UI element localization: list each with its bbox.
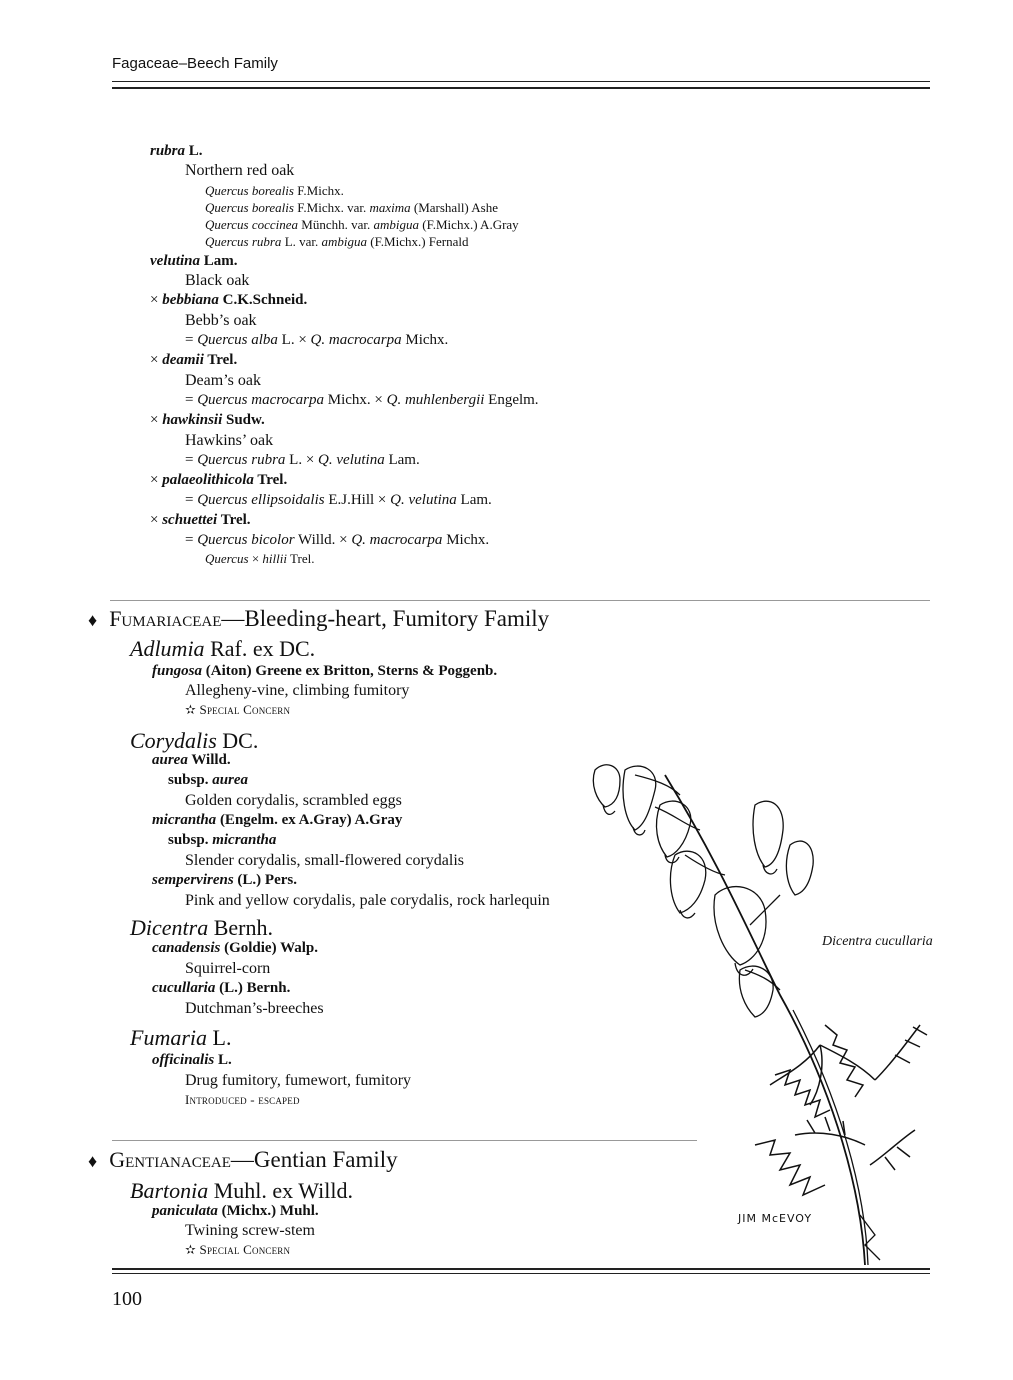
common-name: Twining screw-stem bbox=[185, 1222, 315, 1239]
diamond-bullet-icon: ♦ bbox=[88, 1151, 98, 1171]
taxon-schuettei: × schuettei Trel. bbox=[150, 512, 251, 528]
taxon-deamii: × deamii Trel. bbox=[150, 352, 238, 368]
common-name: Slender corydalis, small-flowered corydalis bbox=[185, 852, 465, 869]
species-canadensis: canadensis (Goldie) Walp. bbox=[152, 940, 318, 956]
footer-rule bbox=[112, 1268, 930, 1274]
taxon-hawkinsii: × hawkinsii Sudw. bbox=[150, 412, 265, 428]
common-name: Bebb’s oak bbox=[185, 312, 257, 329]
status-badge: Introduced - escaped bbox=[185, 1092, 300, 1107]
common-name: Golden corydalis, scrambled eggs bbox=[185, 792, 402, 809]
synonym: Quercus coccinea Münchh. var. ambigua (F.Michx.) A.Gray bbox=[205, 217, 519, 232]
family-heading-gentianaceae: ♦ Gentianaceae—Gentian Family bbox=[88, 1147, 398, 1172]
common-name: Hawkins’ oak bbox=[185, 432, 274, 449]
status-badge: ✫ Special Concern bbox=[185, 1242, 291, 1257]
species-officinalis: officinalis L. bbox=[152, 1052, 232, 1068]
synonym: Quercus × hillii Trel. bbox=[205, 551, 315, 566]
hybrid-parentage: = Quercus ellipsoidalis E.J.Hill × Q. velutina Lam. bbox=[185, 492, 492, 508]
species-sempervirens: sempervirens (L.) Pers. bbox=[152, 872, 297, 888]
dicentra-illustration bbox=[575, 745, 935, 1270]
common-name: Allegheny-vine, climbing fumitory bbox=[185, 682, 410, 699]
synonym: Quercus rubra L. var. ambigua (F.Michx.) Fernald bbox=[205, 234, 469, 249]
common-name: Squirrel-corn bbox=[185, 960, 271, 977]
header-rule bbox=[112, 81, 930, 89]
common-name: Black oak bbox=[185, 272, 250, 289]
diamond-bullet-icon: ♦ bbox=[88, 610, 98, 630]
hybrid-parentage: = Quercus alba L. × Q. macrocarpa Michx. bbox=[185, 332, 449, 348]
running-header: Fagaceae–Beech Family bbox=[112, 55, 278, 72]
common-name: Northern red oak bbox=[185, 162, 295, 179]
common-name: Pink and yellow corydalis, pale corydalis, rock harlequin bbox=[185, 892, 550, 909]
hybrid-parentage: = Quercus macrocarpa Michx. × Q. muhlenbergii Engelm. bbox=[185, 392, 539, 408]
genus-bartonia: Bartonia Muhl. ex Willd. bbox=[130, 1178, 353, 1203]
taxon-velutina: velutina Lam. bbox=[150, 253, 238, 269]
genus-adlumia: Adlumia Raf. ex DC. bbox=[130, 636, 316, 661]
species-micrantha: micrantha (Engelm. ex A.Gray) A.Gray bbox=[152, 812, 403, 828]
figure-caption: Dicentra cucullaria bbox=[822, 934, 933, 949]
subspecies-aurea: subsp. aurea bbox=[168, 772, 249, 788]
section-divider bbox=[110, 600, 930, 601]
hybrid-parentage: = Quercus bicolor Willd. × Q. macrocarpa Michx. bbox=[185, 532, 490, 548]
common-name: Deam’s oak bbox=[185, 372, 261, 389]
genus-corydalis: Corydalis DC. bbox=[130, 728, 259, 753]
species-paniculata: paniculata (Michx.) Muhl. bbox=[152, 1203, 319, 1219]
status-badge: ✫ Special Concern bbox=[185, 702, 291, 717]
artist-signature: JIM McEVOY bbox=[738, 1212, 813, 1225]
page-number: 100 bbox=[112, 1288, 142, 1310]
synonym: Quercus borealis F.Michx. bbox=[205, 183, 344, 198]
genus-fumaria: Fumaria L. bbox=[130, 1025, 232, 1050]
species-cucullaria: cucullaria (L.) Bernh. bbox=[152, 980, 291, 996]
subspecies-micrantha: subsp. micrantha bbox=[168, 832, 277, 848]
common-name: Drug fumitory, fumewort, fumitory bbox=[185, 1072, 412, 1089]
genus-dicentra: Dicentra Bernh. bbox=[130, 915, 273, 940]
taxon-bebbiana: × bebbiana C.K.Schneid. bbox=[150, 292, 308, 308]
family-heading-fumariaceae: ♦ Fumariaceae—Bleeding-heart, Fumitory Family bbox=[88, 606, 550, 631]
common-name: Dutchman’s-breeches bbox=[185, 1000, 324, 1017]
synonym: Quercus borealis F.Michx. var. maxima (Marshall) Ashe bbox=[205, 200, 499, 215]
species-aurea: aurea Willd. bbox=[152, 752, 231, 768]
hybrid-parentage: = Quercus rubra L. × Q. velutina Lam. bbox=[185, 452, 420, 468]
species-fungosa: fungosa (Aiton) Greene ex Britton, Sterns & Poggenb. bbox=[152, 663, 498, 679]
taxon-palaeolithicola: × palaeolithicola Trel. bbox=[150, 472, 288, 488]
taxon-rubra: rubra L. bbox=[150, 143, 203, 159]
